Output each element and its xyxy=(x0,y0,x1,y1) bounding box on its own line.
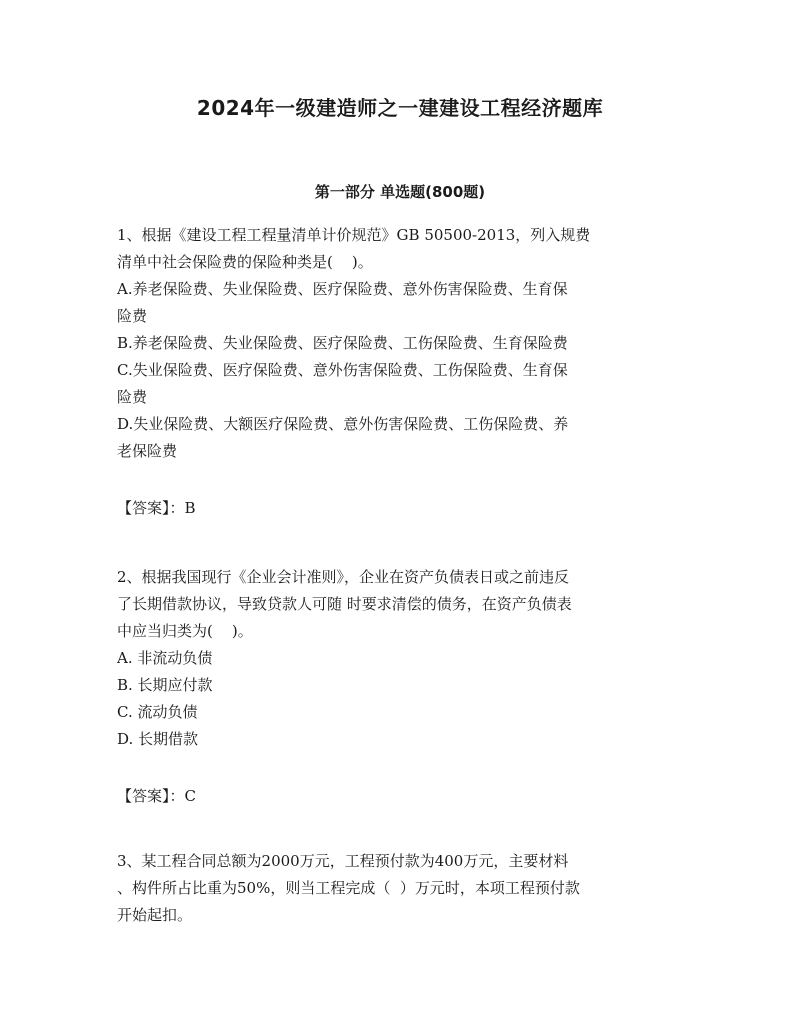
option-d: D. 长期借款 xyxy=(117,730,199,748)
option-c-line-2: 险费 xyxy=(117,388,148,406)
answer-separator: ： xyxy=(169,499,185,517)
option-c-line-1: C.失业保险费、医疗保险费、意外伤害保险费、工伤保险费、生育保 xyxy=(117,361,568,379)
option-a: A. 非流动负债 xyxy=(117,649,213,667)
question-3 xyxy=(117,848,687,929)
answer-label: 【答案】 xyxy=(117,787,170,805)
question-2-line-1: 2、根据我国现行《企业会计准则》，企业在资产负债表日或之前违反 xyxy=(117,568,570,586)
question-3-line-2: 、构件所占比重为50%，则当工程完成（ ）万元时，本项工程预付款 xyxy=(117,879,580,897)
answer-value: B xyxy=(184,499,196,517)
option-d-line-1: D.失业保险费、大额医疗保险费、意外伤害保险费、工伤保险费、养 xyxy=(117,415,569,433)
question-2-line-3: 中应当归类为( )。 xyxy=(117,622,253,640)
answer-1 xyxy=(117,495,196,522)
question-1 xyxy=(117,222,687,465)
answer-2 xyxy=(117,783,196,810)
option-b: B.养老保险费、失业保险费、医疗保险费、工伤保险费、生育保险费 xyxy=(117,334,568,352)
document-title: 2024年一级建造师之一建建设工程经济题库 xyxy=(196,96,604,120)
question-2 xyxy=(117,564,687,753)
option-b: B. 长期应付款 xyxy=(117,676,213,694)
option-d-line-2: 老保险费 xyxy=(117,442,178,460)
section-title: 第一部分 单选题(800题) xyxy=(314,183,486,201)
option-a-line-2: 险费 xyxy=(117,307,148,325)
answer-label: 【答案】 xyxy=(117,499,170,517)
answer-value: C xyxy=(184,787,197,805)
question-1-line-2: 清单中社会保险费的保险种类是( )。 xyxy=(117,253,373,271)
question-2-line-2: 了长期借款协议，导致贷款人可随 时要求清偿的债务，在资产负债表 xyxy=(117,595,572,613)
option-a-line-1: A.养老保险费、失业保险费、医疗保险费、意外伤害保险费、生育保 xyxy=(117,280,568,298)
question-3-line-1: 3、某工程合同总额为2000万元，工程预付款为400万元，主要材料 xyxy=(117,852,569,870)
question-1-line-1: 1、根据《建设工程工程量清单计价规范》GB 50500-2013，列入规费 xyxy=(117,226,591,244)
answer-separator: ： xyxy=(169,787,185,805)
question-3-line-3: 开始起扣。 xyxy=(117,906,193,924)
option-c: C. 流动负债 xyxy=(117,703,198,721)
